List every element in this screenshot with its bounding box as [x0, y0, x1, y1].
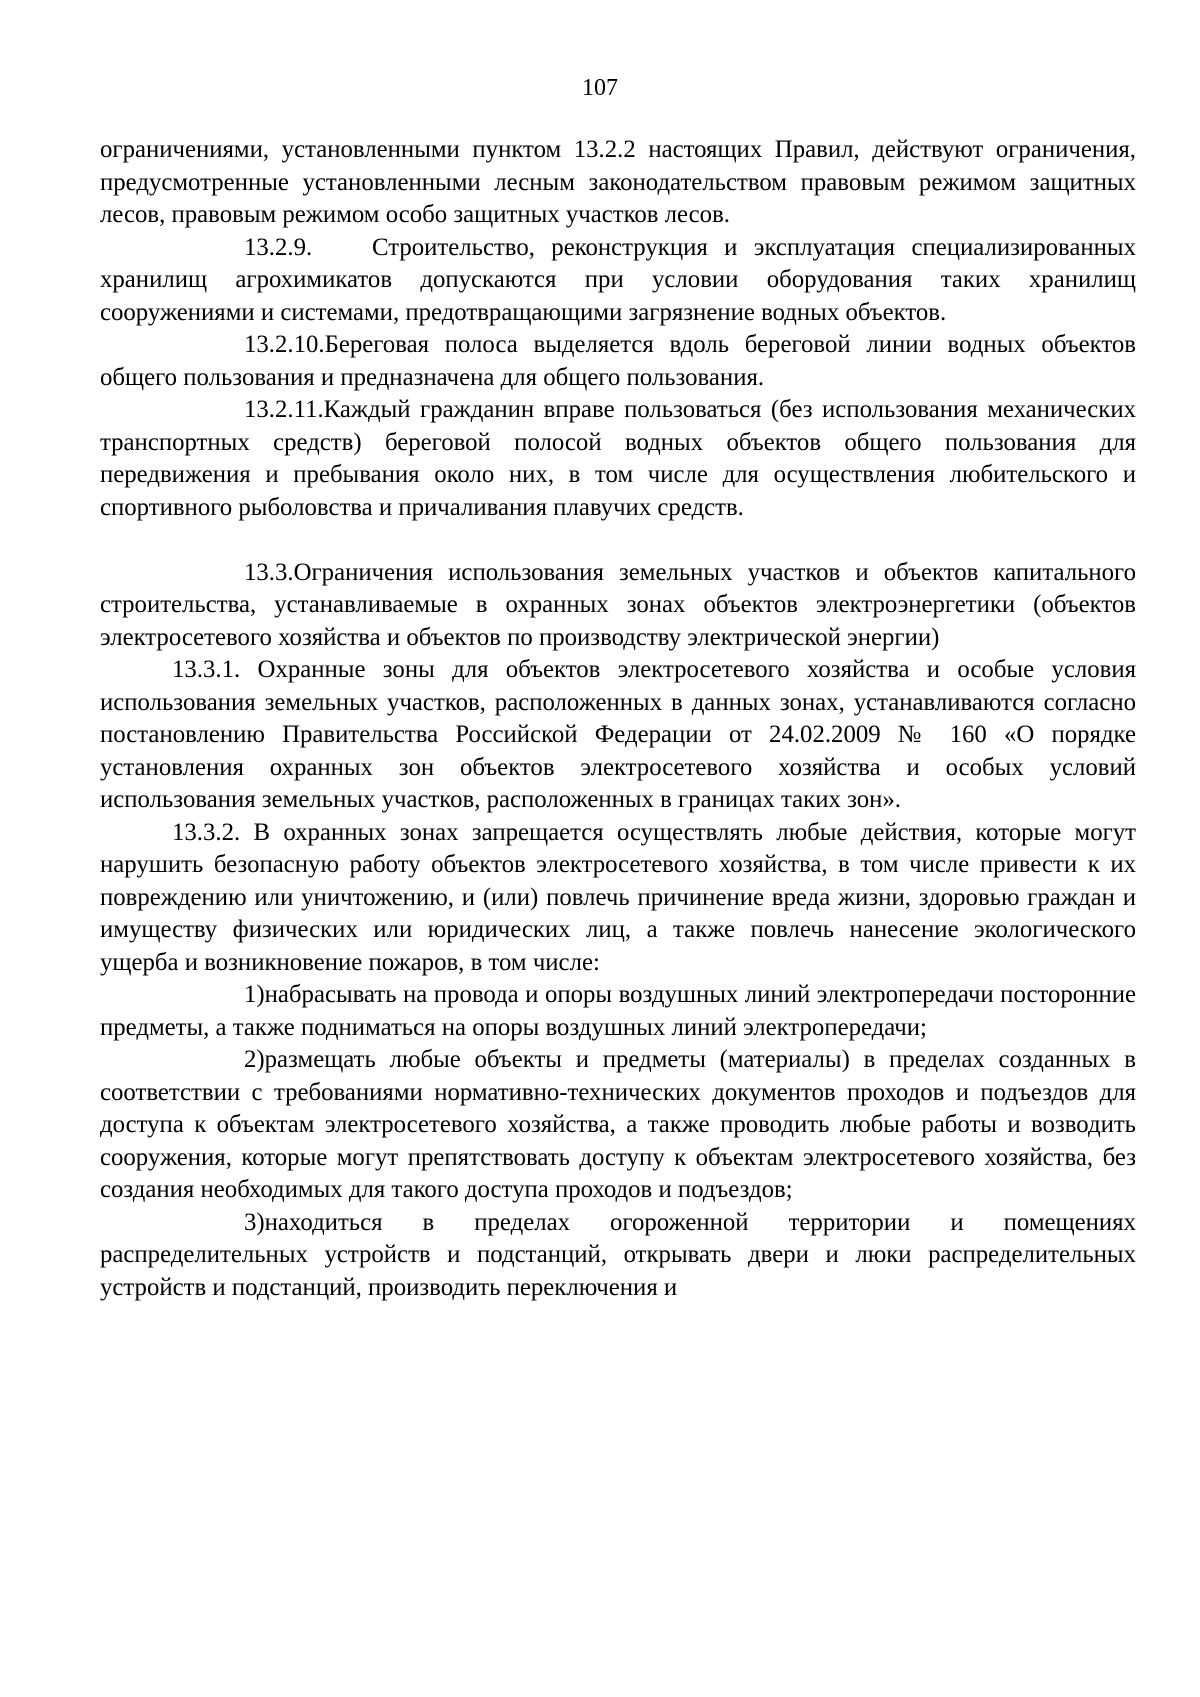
- paragraph-number: 13.2.11.: [244, 396, 324, 423]
- list-item-3: [100, 1207, 1136, 1305]
- list-item-number: 1): [244, 981, 265, 1008]
- paragraph-text: Охранные зоны для объектов электросетевого хозяйства и особые условия использования земельных участков, расположенных в данных зонах, устанавливаются согласно постановлению Правительства Российской Федерации от 24.02.2009 № 160 «О порядке установления охранных зон объектов электросетевого хозяйства и особых условий использования земельных участков, расположенных в границах таких зон».: [100, 656, 1136, 813]
- paragraph-number: 13.3.1.: [172, 656, 241, 683]
- paragraph-text: Каждый гражданин вправе пользоваться (без использования механических транспортных средств) береговой полосой водных объектов общего пользования для передвижения и пребывания около них, в том числе для осуществления любительского и спортивного рыболовства и причаливания плавучих средств.: [100, 396, 1136, 521]
- page-number: 107: [582, 75, 618, 101]
- paragraph-text: ограничениями, установленными пунктом 13.2.2 настоящих Правил, действуют ограничения, предусмотренные установленными лесным законодательством правовым режимом защитных лесов, правовым режимом особо защитных участков лесов.: [100, 136, 1136, 228]
- list-item-number: 2): [244, 1046, 265, 1073]
- paragraph-text: Ограничения использования земельных участков и объектов капитального строительства, устанавливаемые в охранных зонах объектов электроэнергетики (объектов электросетевого хозяйства и объектов по производству электрической энергии): [100, 558, 1136, 651]
- list-item-text: набрасывать на провода и опоры воздушных линий электропередачи посторонние предметы, а также подниматься на опоры воздушных линий электропередачи;: [100, 981, 1136, 1041]
- paragraph-text: В охранных зонах запрещается осуществлять любые действия, которые могут нарушить безопасную работу объектов электросетевого хозяйства, в том числе привести к их повреждению или уничтожению, и (или) повлечь причинение вреда жизни, здоровью граждан и имуществу физических или юридических лиц, а также повлечь нанесение экологического ущерба и возникновение пожаров, в том числе:: [100, 818, 1136, 976]
- paragraph-13-3-1: [100, 654, 1136, 817]
- section-heading-13-3: [100, 557, 1136, 655]
- paragraph-text: Строительство, реконструкция и эксплуатация специализированных хранилищ агрохимикатов допускаются при условии оборудования таких хранилищ сооружениями и системами, предотвращающими загрязнение водных объектов.: [100, 233, 1136, 326]
- paragraph-13-2-11: [100, 394, 1136, 524]
- list-item-2: [100, 1044, 1136, 1207]
- list-item-text: находиться в пределах огороженной территории и помещениях распределительных устройств и подстанций, открывать двери и люки распределительных устройств и подстанций, производить переключения и: [100, 1208, 1136, 1301]
- paragraph-13-2-10: [100, 329, 1136, 394]
- paragraph-number: 13.2.9.: [244, 233, 313, 261]
- paragraph-number: 13.3.: [244, 558, 294, 586]
- document-body: [100, 134, 1136, 1304]
- paragraph-number: 13.3.2.: [172, 818, 241, 846]
- list-item-number: 3): [244, 1208, 265, 1236]
- paragraph-continuation: [100, 134, 1136, 232]
- paragraph-13-2-9: [100, 232, 1136, 330]
- paragraph-13-3-2: [100, 817, 1136, 980]
- list-item-1: [100, 979, 1136, 1044]
- paragraph-number: 13.2.10.: [244, 331, 325, 358]
- paragraph-text: Береговая полоса выделяется вдоль береговой линии водных объектов общего пользования и предназначена для общего пользования.: [100, 331, 1136, 391]
- list-item-text: размещать любые объекты и предметы (материалы) в пределах созданных в соответствии с требованиями нормативно-технических документов проходов и подъездов для доступа к объектам электросетевого хозяйства, а также проводить любые работы и возводить сооружения, которые могут препятствовать доступу к объектам электросетевого хозяйства, без создания необходимых для такого доступа проходов и подъездов;: [100, 1046, 1136, 1203]
